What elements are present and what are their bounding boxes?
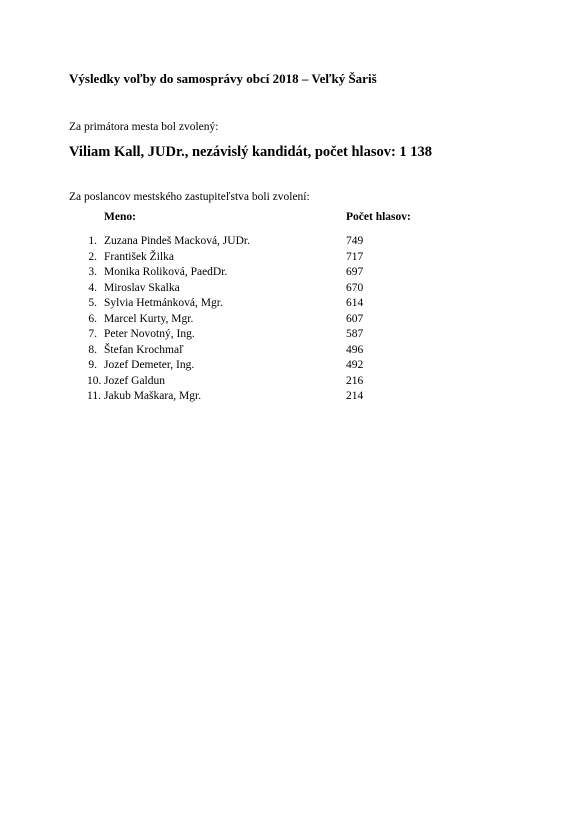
member-votes: 670: [346, 281, 364, 294]
rank-number: 5.: [88, 297, 97, 309]
rank-number: 9.: [88, 359, 97, 371]
member-votes: 607: [346, 312, 364, 325]
rank-number: 11.: [87, 390, 101, 402]
list-item: [0, 389, 580, 405]
member-votes: 587: [346, 328, 364, 340]
list-item: [0, 265, 580, 281]
rank-number: 4.: [88, 281, 97, 294]
member-name: Miroslav Skalka: [104, 281, 180, 294]
member-votes: 614: [346, 297, 364, 309]
member-name: Zuzana Pindeš Macková, JUDr.: [104, 235, 250, 247]
rank-number: 8.: [88, 343, 97, 356]
member-votes: 749: [346, 235, 364, 247]
list-item: [0, 281, 580, 297]
mayor-intro: Za primátora mesta bol zvolený:: [69, 121, 219, 133]
member-name: Marcel Kurty, Mgr.: [104, 312, 194, 325]
rank-number: 2.: [88, 250, 97, 263]
list-item: [0, 250, 580, 266]
member-name: Jozef Galdun: [104, 374, 165, 387]
rank-number: 7.: [88, 328, 97, 340]
rank-number: 10.: [87, 374, 102, 387]
member-votes: 496: [346, 343, 364, 356]
member-votes: 717: [346, 250, 364, 263]
member-votes: 216: [346, 374, 364, 387]
rank-number: 3.: [88, 266, 97, 278]
member-name: Jakub Maškara, Mgr.: [104, 390, 202, 402]
list-item: [0, 234, 580, 250]
member-votes: 214: [346, 390, 364, 402]
column-header-votes: Počet hlasov:: [346, 211, 411, 223]
list-item: [0, 343, 580, 359]
mayor-result: Viliam Kall, JUDr., nezávislý kandidát, počet hlasov: 1 138: [69, 144, 433, 160]
list-item: [0, 327, 580, 343]
member-votes: 492: [346, 359, 364, 371]
rank-number: 1.: [88, 235, 97, 247]
list-item: [0, 296, 580, 312]
member-name: Monika Roliková, PaedDr.: [104, 266, 228, 278]
member-name: František Žilka: [104, 250, 174, 263]
rank-number: 6.: [88, 312, 97, 325]
list-item: [0, 374, 580, 390]
council-results-list: [0, 234, 580, 405]
council-intro: Za poslancov mestského zastupiteľstva boli zvolení:: [69, 191, 310, 203]
list-item: [0, 312, 580, 328]
member-votes: 697: [346, 266, 364, 278]
member-name: Štefan Krochmaľ: [104, 343, 184, 356]
list-item: [0, 358, 580, 374]
member-name: Peter Novotný, Ing.: [104, 328, 195, 340]
member-name: Jozef Demeter, Ing.: [104, 359, 195, 371]
page-title: Výsledky voľby do samosprávy obcí 2018 – Veľký Šariš: [69, 71, 377, 86]
column-header-name: Meno:: [104, 211, 136, 223]
member-name: Sylvia Hetmánková, Mgr.: [104, 297, 223, 309]
